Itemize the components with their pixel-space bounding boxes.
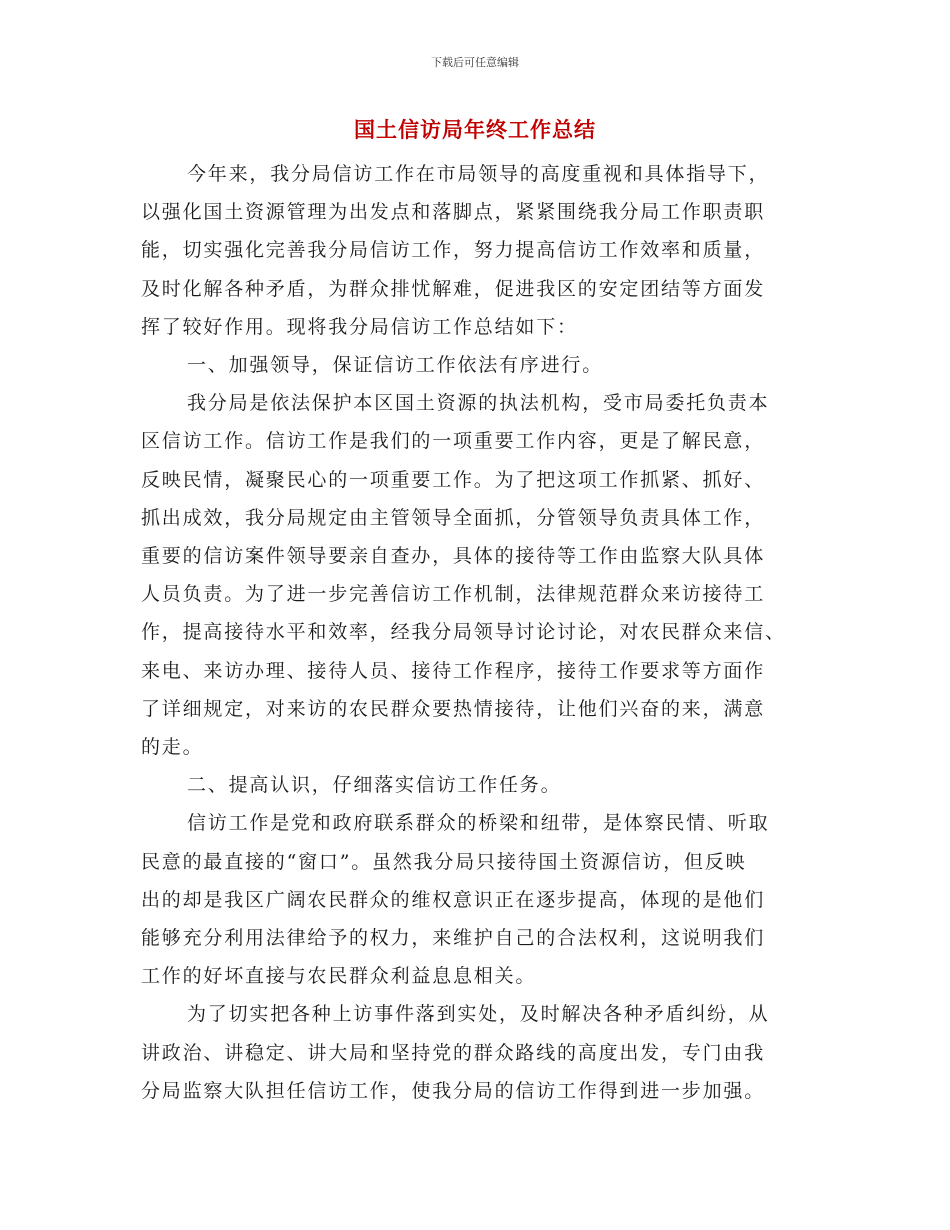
text-line: 能够充分利用法律给予的权力，来维护自己的合法权利，这说明我们 (141, 927, 766, 949)
text-line: 讲政治、讲稳定、讲大局和坚持党的群众路线的高度出发，专门由我 (141, 1041, 766, 1064)
text-line: 信访工作是党和政府联系群众的桥梁和纽带，是体察民情、听取 (187, 812, 770, 835)
text-line: 二、提高认识，仔细落实信访工作任务。 (187, 774, 562, 797)
text-line: 工作的好坏直接与农民群众利益息息相关。 (141, 965, 537, 988)
header-note: 下载后可任意编辑 (431, 56, 519, 69)
text-line: 今年来，我分局信访工作在市局领导的高度重视和具体指导下， (187, 163, 770, 185)
text-line: 区信访工作。信访工作是我们的一项重要工作内容，更是了解民意， (141, 430, 766, 453)
text-line: 能，切实强化完善我分局信访工作，努力提高信访工作效率和质量， (141, 239, 766, 262)
text-line: 作，提高接待水平和效率，经我分局领导讨论讨论，对农民群众来信、 (141, 621, 786, 644)
text-line: 分局监察大队担任信访工作，使我分局的信访工作得到进一步加强。 (141, 1079, 766, 1102)
text-line: 一、加强领导，保证信访工作依法有序进行。 (187, 354, 604, 376)
text-line: 的走。 (141, 736, 204, 758)
text-line: 抓出成效，我分局规定由主管领导全面抓，分管领导负责具体工作， (141, 506, 766, 529)
text-line: 以强化国土资源管理为出发点和落脚点，紧紧围绕我分局工作职责职 (141, 201, 766, 224)
text-line: 人员负责。为了进一步完善信访工作机制，法律规范群众来访接待工 (141, 583, 766, 606)
text-line: 为了切实把各种上访事件落到实处，及时解决各种矛盾纠纷，从 (187, 1003, 770, 1026)
text-line: 挥了较好作用。现将我分局信访工作总结如下： (141, 315, 578, 338)
document-title: 国土信访局年终工作总结 (354, 118, 596, 142)
text-line: 重要的信访案件领导要亲自查办，具体的接待等工作由监察大队具体 (141, 545, 766, 567)
text-line: 我分局是依法保护本区国土资源的执法机构，受市局委托负责本 (187, 392, 770, 415)
text-line: 民意的最直接的“窗口”。虽然我分局只接待国土资源信访，但反映 (141, 850, 747, 873)
text-line: 反映民情，凝聚民心的一项重要工作。为了把这项工作抓紧、抓好、 (141, 468, 766, 491)
text-line: 来电、来访办理、接待人员、接待工作程序，接待工作要求等方面作 (141, 659, 766, 682)
text-line: 出的却是我区广阔农民群众的维权意识正在逐步提高，体现的是他们 (141, 888, 766, 911)
text-line: 了详细规定，对来访的农民群众要热情接待，让他们兴奋的来，满意 (141, 697, 766, 720)
text-line: 及时化解各种矛盾，为群众排忧解难，促进我区的安定团结等方面发 (141, 277, 766, 300)
